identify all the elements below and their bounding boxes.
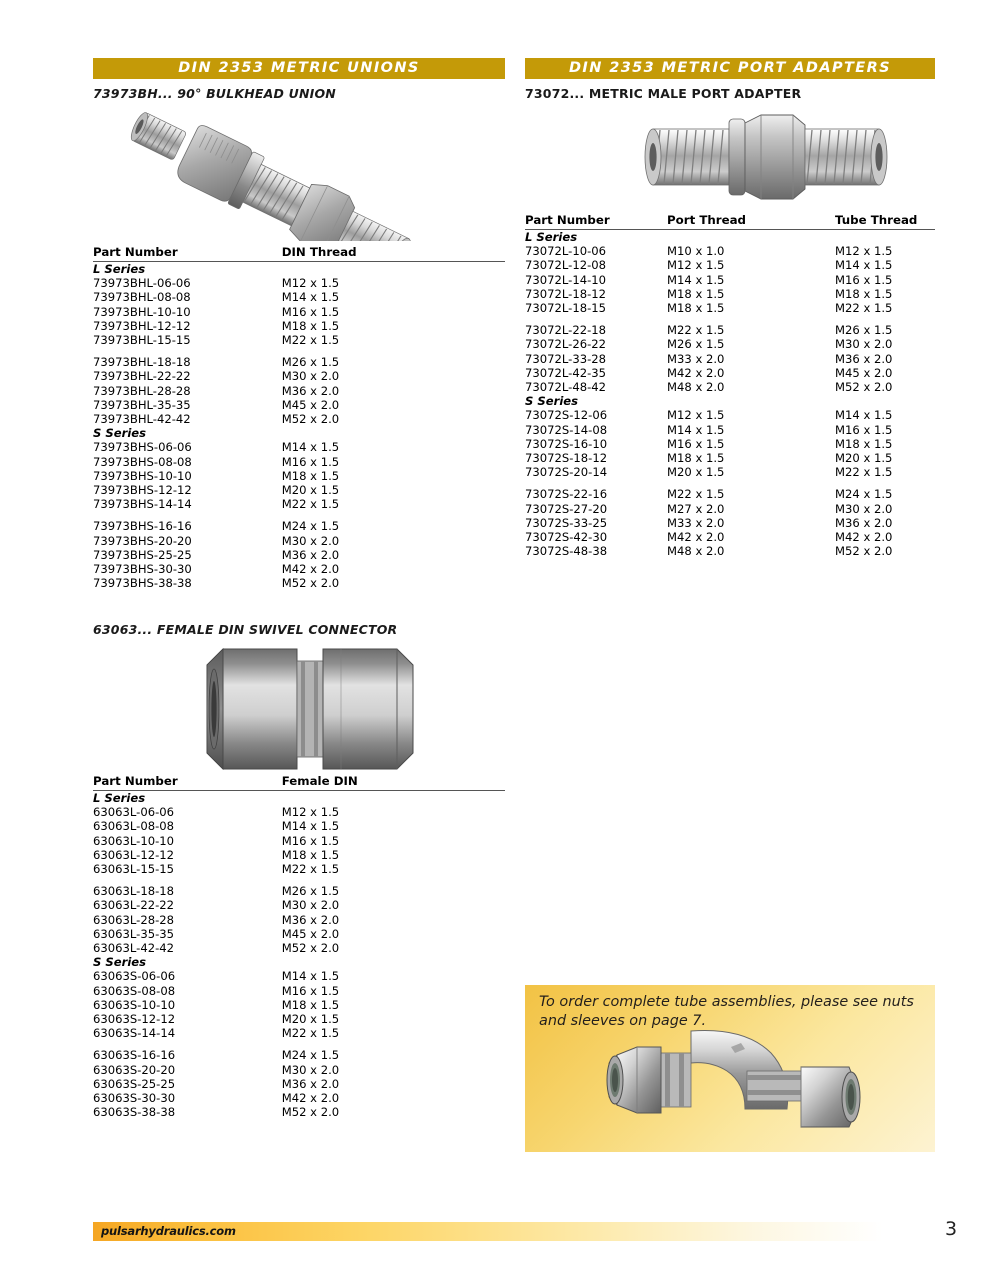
column-header-part-number: Part Number <box>93 245 282 262</box>
column-header-din-thread: DIN Thread <box>282 245 505 262</box>
section-banner-metric-unions: DIN 2353 METRIC UNIONS <box>93 58 505 79</box>
table-row: 63063S-14-14 M22 x 1.5 <box>93 1026 340 1041</box>
table-row: 73973BHL-18-18 M26 x 1.5 <box>93 355 340 370</box>
table-row: 73973BHS-10-10 M18 x 1.5 <box>93 468 340 483</box>
product-subtitle-swivel-connector: 63063... FEMALE DIN SWIVEL CONNECTOR <box>93 622 398 637</box>
table-row: 63063L-35-35 M45 x 2.0 <box>93 926 340 941</box>
90-degree-bulkhead-union-photo <box>93 101 505 241</box>
table-row: 73973BHL-10-10 M16 x 1.5 <box>93 304 340 319</box>
series-label-row: L Series <box>93 262 146 276</box>
table-row: 63063S-06-06 M14 x 1.5 <box>93 969 340 984</box>
right-column <box>525 58 935 558</box>
table-row: 73072S-16-10 M16 x 1.5 M18 x 1.5 <box>525 436 893 451</box>
row-spacer <box>525 479 935 487</box>
swivel-connector-spec-table <box>93 774 505 1119</box>
table-row: 73973BHL-15-15 M22 x 1.5 <box>93 333 340 348</box>
table-row: 73072S-42-30 M42 x 2.0 M42 x 2.0 <box>525 530 893 545</box>
table-row: 63063S-08-08 M16 x 1.5 <box>93 983 340 998</box>
table-row: 63063S-20-20 M30 x 2.0 <box>93 1062 340 1077</box>
table-row: 73973BHL-22-22 M30 x 2.0 <box>93 369 340 384</box>
column-header-female-din: Female DIN <box>282 774 505 791</box>
row-spacer <box>93 511 505 519</box>
series-label-row: S Series <box>93 426 147 441</box>
table-row: 73973BHL-28-28 M36 x 2.0 <box>93 383 340 398</box>
table-row: 73072S-27-20 M27 x 2.0 M30 x 2.0 <box>525 501 893 516</box>
table-row: 73973BHS-12-12 M20 x 1.5 <box>93 483 340 498</box>
table-row: 63063L-12-12 M18 x 1.5 <box>93 847 340 862</box>
table-row: 73072L-12-08 M12 x 1.5 M14 x 1.5 <box>525 258 893 273</box>
table-row: 63063L-28-28 M36 x 2.0 <box>93 912 340 927</box>
table-row: 73072S-22-16 M22 x 1.5 M24 x 1.5 <box>525 487 893 502</box>
product-subtitle-port-adapter: 73072... METRIC MALE PORT ADAPTER <box>525 86 802 101</box>
female-din-swivel-connector-photo <box>93 637 505 772</box>
column-header-part-number: Part Number <box>93 774 282 791</box>
table-row: 73072L-48-42 M48 x 2.0 M52 x 2.0 <box>525 380 893 395</box>
table-row: 73072S-48-38 M48 x 2.0 M52 x 2.0 <box>525 544 893 559</box>
series-label-row: S Series <box>525 394 579 409</box>
table-row: 73072L-26-22 M26 x 1.5 M30 x 2.0 <box>525 337 893 352</box>
table-row: 63063L-06-06 M12 x 1.5 <box>93 805 340 820</box>
port-adapter-rows <box>525 230 935 559</box>
table-header-row <box>525 213 935 230</box>
page-number: 3 <box>945 1218 958 1240</box>
table-row: 73973BHS-14-14 M22 x 1.5 <box>93 497 340 512</box>
row-spacer <box>93 876 505 884</box>
table-header-row <box>93 774 505 791</box>
table-row: 73072L-33-28 M33 x 2.0 M36 x 2.0 <box>525 351 893 366</box>
table-row: 63063S-10-10 M18 x 1.5 <box>93 997 340 1012</box>
table-row: 73973BHS-08-08 M16 x 1.5 <box>93 454 340 469</box>
order-note-box <box>525 985 935 1152</box>
table-row: 73072L-18-15 M18 x 1.5 M22 x 1.5 <box>525 301 893 316</box>
series-label-row: L Series <box>93 791 146 805</box>
column-header-part-number: Part Number <box>525 213 667 230</box>
table-row: 63063L-42-42 M52 x 2.0 <box>93 941 340 956</box>
table-row: 73072S-20-14 M20 x 1.5 M22 x 1.5 <box>525 465 893 480</box>
table-row: 73973BHS-30-30 M42 x 2.0 <box>93 562 340 577</box>
footer-website-url[interactable]: pulsarhydraulics.com <box>101 1224 236 1238</box>
column-header-port-thread: Port Thread <box>667 213 835 230</box>
footer-bar <box>93 1222 883 1241</box>
table-row: 63063S-12-12 M20 x 1.5 <box>93 1012 340 1027</box>
table-row: 73973BHL-06-06 M12 x 1.5 <box>93 276 340 291</box>
column-header-tube-thread: Tube Thread <box>835 213 935 230</box>
table-row: 63063S-16-16 M24 x 1.5 <box>93 1048 340 1063</box>
table-row: 63063L-15-15 M22 x 1.5 <box>93 862 340 877</box>
swivel-connector-rows <box>93 791 505 1120</box>
table-row: 73072S-14-08 M14 x 1.5 M16 x 1.5 <box>525 422 893 437</box>
section-banner-port-adapters: DIN 2353 METRIC PORT ADAPTERS <box>525 58 935 79</box>
table-row: 73973BHS-06-06 M14 x 1.5 <box>93 440 340 455</box>
table-row: 63063L-10-10 M16 x 1.5 <box>93 833 340 848</box>
table-row: 73072L-18-12 M18 x 1.5 M18 x 1.5 <box>525 286 893 301</box>
table-row: 73973BHS-25-25 M36 x 2.0 <box>93 547 340 562</box>
row-spacer <box>93 347 505 355</box>
row-spacer <box>525 315 935 323</box>
table-row: 63063S-30-30 M42 x 2.0 <box>93 1091 340 1106</box>
table-row: 73973BHS-16-16 M24 x 1.5 <box>93 519 340 534</box>
table-row: 73973BHS-38-38 M52 x 2.0 <box>93 576 340 591</box>
metric-male-port-adapter-photo <box>525 101 935 211</box>
left-column <box>93 58 505 590</box>
table-row: 63063S-38-38 M52 x 2.0 <box>93 1105 340 1120</box>
series-label-row: L Series <box>525 230 578 244</box>
table-row: 73072S-33-25 M33 x 2.0 M36 x 2.0 <box>525 515 893 530</box>
swivel-connector-section <box>93 622 505 1119</box>
table-row: 73072L-14-10 M14 x 1.5 M16 x 1.5 <box>525 272 893 287</box>
table-header-row <box>93 245 505 262</box>
table-row: 73072L-10-06 M10 x 1.0 M12 x 1.5 <box>525 244 893 259</box>
table-row: 73973BHS-20-20 M30 x 2.0 <box>93 533 340 548</box>
product-subtitle-bulkhead-union: 73973BH... 90° BULKHEAD UNION <box>93 86 336 101</box>
90-degree-union-elbow-photo <box>595 1013 875 1152</box>
table-row: 63063L-22-22 M30 x 2.0 <box>93 898 340 913</box>
table-row: 73973BHL-42-42 M52 x 2.0 <box>93 412 340 427</box>
table-row: 73072L-42-35 M42 x 2.0 M45 x 2.0 <box>525 365 893 380</box>
table-row: 73973BHL-12-12 M18 x 1.5 <box>93 318 340 333</box>
table-row: 63063S-25-25 M36 x 2.0 <box>93 1076 340 1091</box>
port-adapter-spec-table <box>525 213 935 558</box>
table-row: 63063L-08-08 M14 x 1.5 <box>93 819 340 834</box>
row-spacer <box>93 1040 505 1048</box>
order-note-text: To order complete tube assemblies, please see nuts and sleeves on page 7. <box>539 994 914 1029</box>
table-row: 73072L-22-18 M22 x 1.5 M26 x 1.5 <box>525 323 893 338</box>
bulkhead-union-rows <box>93 262 505 591</box>
bulkhead-union-spec-table <box>93 245 505 590</box>
series-label-row: S Series <box>93 955 147 970</box>
table-row: 63063L-18-18 M26 x 1.5 <box>93 884 340 899</box>
table-row: 73973BHL-35-35 M45 x 2.0 <box>93 397 340 412</box>
table-row: 73072S-12-06 M12 x 1.5 M14 x 1.5 <box>525 408 893 423</box>
table-row: 73973BHL-08-08 M14 x 1.5 <box>93 290 340 305</box>
table-row: 73072S-18-12 M18 x 1.5 M20 x 1.5 <box>525 451 893 466</box>
